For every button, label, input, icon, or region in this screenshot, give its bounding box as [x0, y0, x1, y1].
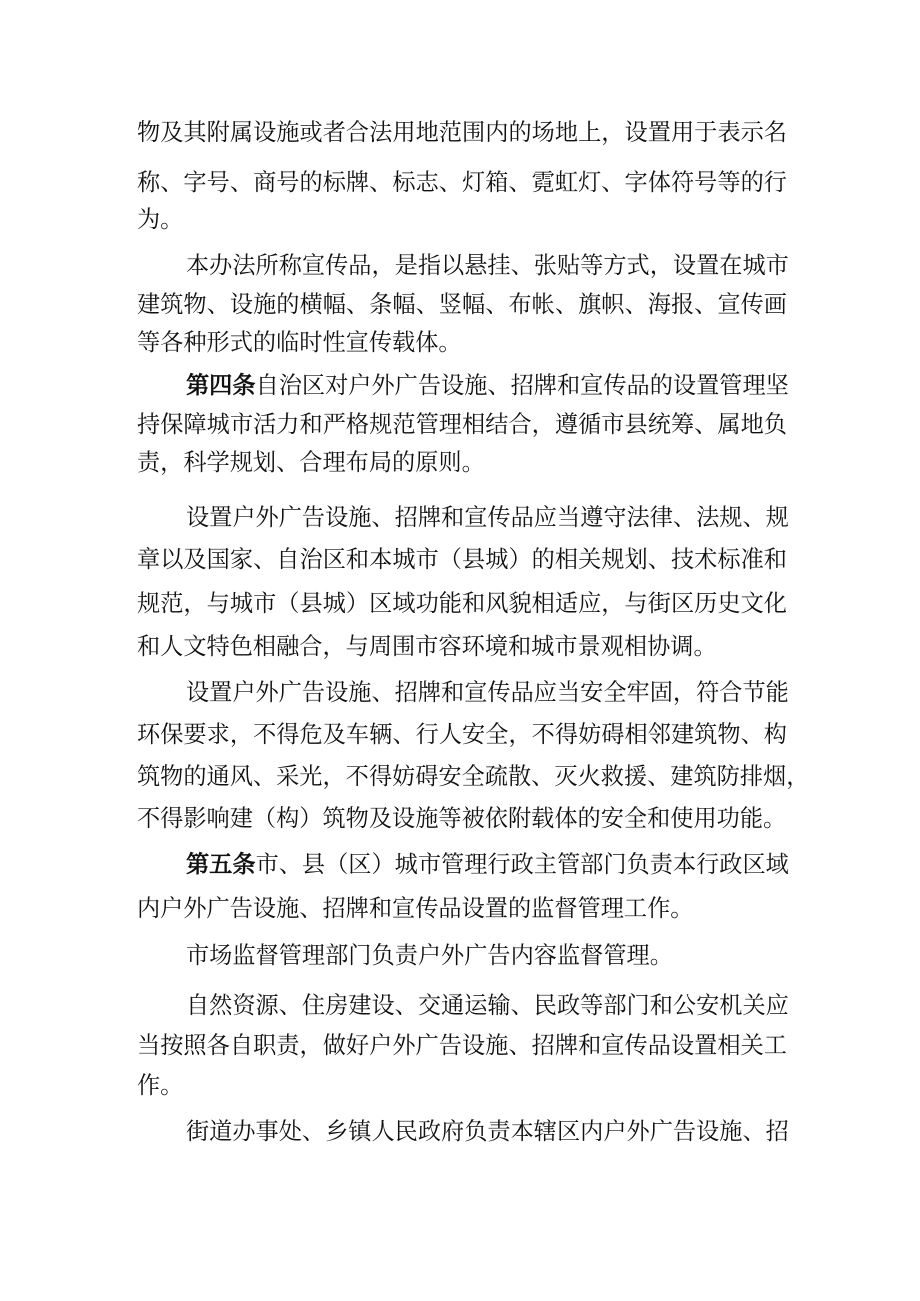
text-line: 作。	[137, 1072, 184, 1099]
text-line: 本办法所称宣传品，是指以悬挂、张贴等方式，设置在城市	[186, 252, 789, 279]
text-line: 街道办事处、乡镇人民政府负责本辖区内户外广告设施、招	[186, 1118, 789, 1145]
article-text: 市、县（区）城市管理行政主管部门负责本行政区域	[255, 851, 789, 878]
text-line: 设置户外广告设施、招牌和宣传品应当遵守法律、法规、规	[186, 504, 789, 531]
text-line: 市场监督管理部门负责户外广告内容监督管理。	[186, 942, 673, 969]
text-line: 为。	[137, 206, 184, 233]
text-line: 不得影响建（构）筑物及设施等被依附载体的安全和使用功能。	[137, 805, 787, 832]
text-line: 建筑物、设施的横幅、条幅、竖幅、布帐、旗帜、海报、宣传画	[137, 291, 787, 318]
text-line: 环保要求，不得危及车辆、行人安全，不得妨碍相邻建筑物、构	[137, 721, 787, 748]
text-line: 等各种形式的临时性宣传载体。	[137, 329, 462, 356]
text-line: 自然资源、住房建设、交通运输、民政等部门和公安机关应	[186, 992, 789, 1019]
text-line: 规范，与城市（县城）区域功能和风貌相适应，与街区历史文化	[137, 590, 787, 617]
text-line: 设置户外广告设施、招牌和宣传品应当安全牢固，符合节能	[186, 679, 789, 706]
article-line	[186, 845, 787, 885]
article-text: 自治区对户外广告设施、招牌和宣传品的设置管理坚	[255, 372, 789, 399]
text-line: 章以及国家、自治区和本城市（县城）的相关规划、技术标准和	[137, 546, 787, 573]
text-line: 持保障城市活力和严格规范管理相结合，遵循市县统筹、属地负	[137, 411, 787, 438]
text-line: 内户外广告设施、招牌和宣传品设置的监督管理工作。	[137, 895, 694, 922]
article-line	[186, 366, 787, 406]
article-heading: 第四条	[186, 372, 256, 399]
text-line: 称、字号、商号的标牌、标志、灯箱、霓虹灯、字体符号等的行	[137, 169, 787, 196]
article-heading: 第五条	[186, 851, 256, 878]
text-line: 物及其附属设施或者合法用地范围内的场地上，设置用于表示名	[137, 119, 787, 146]
text-line: 筑物的通风、采光，不得妨碍安全疏散、灭火救援、建筑防排烟，	[137, 763, 810, 790]
text-line: 当按照各自职责，做好户外广告设施、招牌和宣传品设置相关工	[137, 1032, 787, 1059]
text-line: 和人文特色相融合，与周围市容环境和城市景观相协调。	[137, 633, 717, 660]
text-line: 责，科学规划、合理布局的原则。	[137, 449, 485, 476]
